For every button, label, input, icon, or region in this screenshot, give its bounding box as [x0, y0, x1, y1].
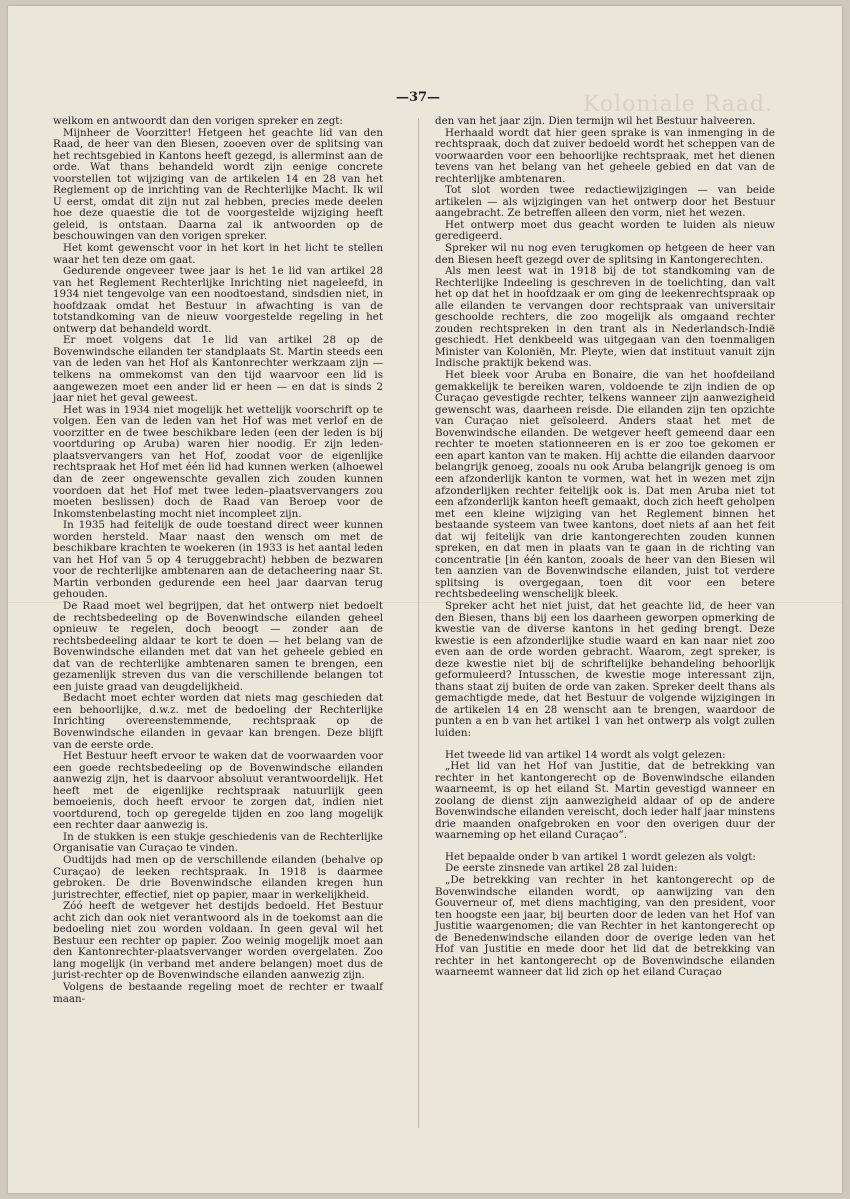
- paragraph: Het Bestuur heeft ervoor te waken dat de voorwaarden voor een goede rechtsbedeeling op de Bovenwindsche eilanden aanwezig zijn, het is daarvoor absoluut verantwoordelijk. Het heeft met de eigenlijke rechtspraak natuurlijk geen bemoeienis, doch heeft ervoor te zorgen dat, indien niet voortdurend, toch op geregelde tijden en zoo lang mogelijk een rechter daar aanwezig is.: [53, 750, 383, 832]
- paragraph: In de stukken is een stukje geschiedenis van de Rechterlijke Organisatie van Curaçao te vinden.: [53, 830, 383, 855]
- paragraph: welkom en antwoordt dan den vorigen spreker en zegt:: [53, 115, 343, 127]
- left-column: [53, 116, 383, 1005]
- paragraph: De eerste zinsnede van artikel 28 zal luiden:: [445, 862, 678, 875]
- bleed-through-title: Koloniale Raad.: [583, 92, 774, 117]
- paragraph: Het tweede lid van artikel 14 wordt als volgt gelezen:: [445, 748, 726, 761]
- paragraph: In 1935 had feitelijk de oude toestand direct weer kunnen worden hersteld. Maar naast den wensch om met de beschikbare krachten te woekeren (in 1933 is het aantal leden van het Hof van 5 op 4 teruggebracht) hebben de bezwaren voor de rechterlijke ambtenaren aan de detacheering naar St. Martin verbonden gedurende een heel jaar daarvan terug gehouden.: [53, 519, 383, 601]
- paragraph: Bedacht moet echter worden dat niets mag geschieden dat een behoorlijke, d.w.z. met de bedoeling der Rechterlijke Inrichting overeenstemmende, rechtspraak op de Bovenwindsche eilanden in gevaar kan brengen. Deze blijft van de eerste orde.: [53, 692, 383, 751]
- paragraph: De Raad moet wel begrijpen, dat het ontwerp niet bedoelt de rechtsbedeeling op de Bovenwindsche eilanden geheel opnieuw te regelen, doch beoogt — zonder aan de rechtsbedeeling aldaar te kort te doen — het belang van de Bovenwindsche eilanden met dat van het geheele gebied en dat van de rechterlijke ambtenaren samen te brengen, een gezamenlijk streven dus van die verschillende belangen tot een juiste graad van deugdelijkheid.: [53, 599, 383, 693]
- column-divider: [418, 118, 419, 1128]
- paragraph: Het was in 1934 niet mogelijk het wettelijk voorschrift op te volgen. Een van de leden van het Hof was met verlof en de voorzitter en de twee beschikbare leden (een der leden is bij voortduring op Aruba) waren hier noodig. Er zijn leden-plaatsvervangers van het Hof, zoodat voor de eigenlijke rechtspraak het Hof met één lid had kunnen werken (alhoewel dan de zeer ongewenschte gevallen zich zouden kunnen voordoen dat het Hof met twee leden–plaatsvervangers zou moeten beslissen) doch de Raad van Beroep voor de Inkomstenbelasting mocht niet incompleet zijn.: [53, 403, 383, 520]
- paragraph: Oudtijds had men op de verschillende eilanden (behalve op Curaçao) de leeken rechtspraak. In 1918 is daarmee gebroken. De drie Bovenwindsche eilanden kregen hun juristrechter, effectief, niet op papier, maar in werkelijkheid.: [53, 854, 383, 901]
- paragraph: den van het jaar zijn. Dien termijn wil het Bestuur halveeren.: [435, 115, 756, 127]
- right-column: [435, 116, 775, 979]
- page-number: —37—: [395, 90, 441, 105]
- paragraph: Het komt gewenscht voor in het kort in het licht te stellen waar het ten deze om gaat.: [53, 242, 383, 266]
- paragraph: „De betrekking van rechter in het kantongerecht op de Bovenwindsche eilanden wordt, op aanwijzing van den Gouverneur of, met diens machtiging, van den president, voor ten hoogste een jaar, bij beurten door de leden van het Hof van Justitie waargenomen; die van Rechter in het kantongerecht op de Benedenwindsche eilanden door de overige leden van het Hof van Justitie en mede door het lid dat de betrekking van rechter in het kantongerecht op de Bovenwindsche eilanden waarneemt wanneer dat lid zich op het eiland Curaçao: [435, 874, 775, 979]
- paragraph: Herhaald wordt dat hier geen sprake is van inmenging in de rechtspraak, doch dat zuiver bedoeld wordt het scheppen van de voorwaarden voor een behoorlijke rechtspraak, met het dienen tevens van het belang van het geheele gebied en dat van de rechterlijke ambtenaren.: [435, 126, 775, 185]
- paragraph: „Het lid van het Hof van Justitie, dat de betrekking van rechter in het kantongerecht op de Bovenwindsche eilanden waarneemt, is op het eiland St. Martin gevestigd wanneer en zoolang de dienst zijn aanwezigheid aldaar of op de andere Bovenwindsche eilanden vereischt, doch ieder half jaar minstens drie maanden onafgebroken en voor den overigen duur der waarneming op het eiland Curaçao”.: [435, 760, 775, 842]
- paragraph: Er moet volgens dat 1e lid van artikel 28 op de Bovenwindsche eilanden ter standplaats St. Martin steeds een van de leden van het Hof als Kantonrechter werkzaam zijn — telkens na ommekomst van den tijd waarvoor een lid is aangewezen moet een ander lid er heen — en dat is sinds 2 jaar niet het geval geweest.: [53, 334, 383, 405]
- paragraph: Het ontwerp moet dus geacht worden te luiden als nieuw geredigeerd.: [435, 218, 775, 243]
- paragraph: Mijnheer de Voorzitter! Hetgeen het geachte lid van den Raad, de heer van den Biesen, zooeven over de splitsing van het rechtsgebied in Kantons heeft gezegd, is allerminst aan de orde. Wat thans behandeld wordt zijn eenige concrete voorstellen tot wijziging van de artikelen 14 en 28 van het Reglement op de inrichting van de Rechterlijke Macht. Ik wil U eerst, omdat dit zijn nut zal hebben, precies mede deelen hoe deze quaestie die tot de voorgestelde wijziging heeft geleid, is ontstaan. Daarna zal ik antwoorden op de beschouwingen van den vorigen spreker.: [53, 126, 383, 243]
- paragraph: Gedurende ongeveer twee jaar is het 1e lid van artikel 28 van het Reglement Rechterlijke Inrichting niet nageleefd, in 1934 niet tengevolge van een noodtoestand, sindsdien niet, in hoofdzaak omdat het Bestuur in afwachting is van de totstandkoming van de nieuw voorgestelde regeling in het ontwerp dat behandeld wordt.: [53, 265, 383, 335]
- paragraph: Het bleek voor Aruba en Bonaire, die van het hoofdeiland gemakkelijk te bereiken waren, voldoende te zijn indien de op Curaçao gevestigde rechter, telkens wanneer zijn aanwezigheid gewenscht was, daarheen reisde. Die eilanden zijn ten opzichte van Curaçao niet geïsoleerd. Anders staat het met de Bovenwindsche eilanden. De wetgever heeft gemeend daar een rechter te moeten stationneeren en is er zoo toe gekomen er een apart kanton van te maken. Hij achtte die eilanden daarvoor belangrijk genoeg, zooals nu ook Aruba belangrijk genoeg is om een afzonderlijk kanton te vormen, wat het in wezen met zijn afzonderlijken rechter feitelijk ook is. Dat men Aruba niet tot een afzonderlijk kanton heeft gemaakt, doch zich heeft geholpen met een kleine wijziging van het Reglement binnen het bestaande systeem van twee kantons, doet niets af aan het feit dat wij feitelijk van drie kantongerechten zouden kunnen spreken, en dat men in plaats van te gaan in de richting van concentratie [in één kanton, zooals de heer van den Biesen wil ten aanzien van de Bovenwindsche eilanden, juist tot verdere splitsing is overgegaan, toen dit voor een betere rechtsbedeeling wenschelijk bleek.: [435, 369, 775, 601]
- paragraph: Het bepaalde onder b van artikel 1 wordt gelezen als volgt:: [445, 850, 756, 863]
- paragraph: Tot slot worden twee redactiewijzigingen — van beide artikelen — als wijzigingen van het ontwerp door het Bestuur aangebracht. Ze betreffen alleen den vorm, niet het wezen.: [435, 184, 775, 220]
- paragraph: Als men leest wat in 1918 bij de tot standkoming van de Rechterlijke Indeeling is geschreven in de toelichting, dan valt het op dat het in hoofdzaak er om ging de leekenrechtspraak op alle eilanden te vervangen door rechtspraak van universitair geschoolde rechters, die zoo mogelijk als omgaand rechter zouden rechtspreken in den trant als in Nederlandsch-Indië geschiedt. Het denkbeeld was uitgegaan van den toenmaligen Minister van Koloniën, Mr. Pleyte, wien dat instituut vanuit zijn Indische praktijk bekend was.: [435, 265, 775, 370]
- paragraph: Zóó heeft de wetgever het destijds bedoeld. Het Bestuur acht zich dan ook niet verantwoord als in de toekomst aan die bedoeling niet zou worden voldaan. In geen geval wil het Bestuur een rechter op papier. Zoo weinig mogelijk moet aan den Kantonrechter-plaatsvervanger worden overgelaten. Zoo lang mogelijk (in verband met andere belangen) moet dus de jurist-rechter op de Bovenwindsche eilanden aanwezig zijn.: [53, 900, 383, 982]
- document-page: [8, 6, 842, 1193]
- paragraph: Spreker acht het niet juist, dat het geachte lid, de heer van den Biesen, thans bij een los daarheen geworpen opmerking de kwestie van de diverse kantons in het geding brengt. Deze kwestie is een afzonderlijke studie waard en kan naar niet zoo even aan de orde worden gebracht. Waarom, zegt spreker, is deze kwestie niet bij de schriftelijke behandeling behoorlijk geformuleerd? Intusschen, de kwestie moge interessant zijn, thans staat zij buiten de orde van zaken. Spreker deelt thans als gemachtigde mede, dat het Bestuur de volgende wijzigingen in de artikelen 14 en 28 wenscht aan te brengen, waardoor de punten a en b van het artikel 1 van het ontwerp als volgt zullen luiden:: [435, 599, 775, 739]
- paragraph: Volgens de bestaande regeling moet de rechter er twaalf maan-: [53, 981, 383, 1005]
- paragraph: Spreker wil nu nog even terugkomen op hetgeen de heer van den Biesen heeft gezegd over de splitsing in Kantongerechten.: [435, 242, 775, 266]
